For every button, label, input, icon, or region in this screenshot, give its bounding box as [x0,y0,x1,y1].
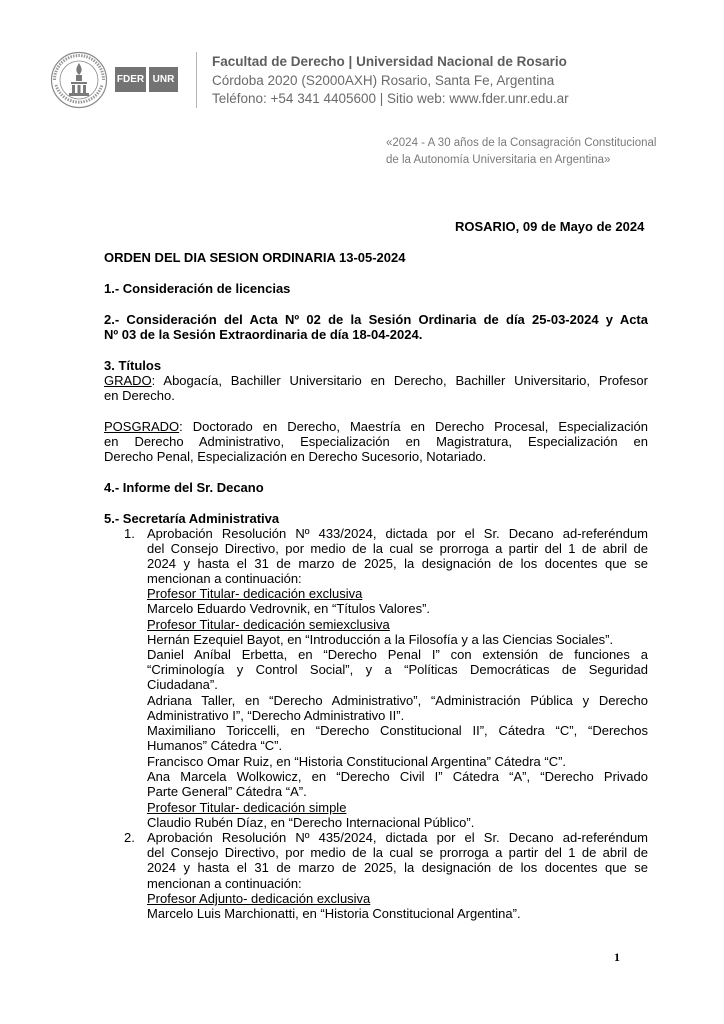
item-1-line-2: del Consejo Directivo, por medio de la cual se prorroga a partir del 1 de abril de [147,541,648,556]
fder-logo: FDER [115,67,146,92]
item-2-entry: Marcelo Luis Marchionatti, en “Historia Constitucional Argentina”. [147,906,521,921]
item-1-line-4: mencionan a continuación: [147,571,302,586]
grado-text: : Abogacía, Bachiller Universitario en Derecho, Bachiller Universitario, Profesor [151,373,648,388]
grado-line-2: en Derecho. [104,388,175,403]
section-2-line-1: 2.- Consideración del Acta Nº 02 de la Sesión Ordinaria de día 25-03-2024 y Acta [104,312,648,327]
item-2-line-2: del Consejo Directivo, por medio de la cual se prorroga a partir del 1 de abril de [147,845,648,860]
section-1-heading: 1.- Consideración de licencias [104,281,291,296]
item-1-category-1: Profesor Titular- dedicación exclusiva [147,586,363,601]
section-5-heading: 5.- Secretaría Administrativa [104,511,280,526]
item-1-number: 1. [124,526,135,541]
item-1-category-3: Profesor Titular- dedicación simple [147,800,347,815]
item-1-entry: Ciudadana”. [147,677,218,692]
item-1-entry: Administrativo I”, “Derecho Administrativo II”. [147,708,405,723]
posgrado-line-1 [104,419,648,434]
posgrado-text: : Doctorado en Derecho, Maestría en Derecho Procesal, Especialización [179,419,648,434]
item-1-entry: Claudio Rubén Díaz, en “Derecho Internacional Público”. [147,815,475,830]
item-2-line-3: 2024 y hasta el 31 de marzo de 2025, la designación de los docentes que se [147,860,648,875]
item-1-line-1: Aprobación Resolución Nº 433/2024, dictada por el Sr. Decano ad-referéndum [147,526,648,541]
institution-name: Facultad de Derecho | Universidad Nacional de Rosario [212,54,567,69]
item-1-entry: Marcelo Eduardo Vedrovnik, en “Títulos Valores”. [147,601,431,616]
page-number: 1 [614,950,620,964]
item-2-number: 2. [124,830,135,845]
item-1-entry: Maximiliano Toriccelli, en “Derecho Constitucional II”, Cátedra “C”, “Derechos [147,723,648,738]
item-1-entry: Adriana Taller, en “Derecho Administrativo”, “Administración Pública y Derecho [147,693,648,708]
document-date: ROSARIO, 09 de Mayo de 2024 [455,219,645,234]
motto-line-1: «2024 - A 30 años de la Consagración Constitucional [386,137,657,149]
institution-contact: Teléfono: +54 341 4405600 | Sitio web: www.fder.unr.edu.ar [212,91,569,106]
item-2-line-1: Aprobación Resolución Nº 435/2024, dictada por el Sr. Decano ad-referéndum [147,830,648,845]
header-divider [196,52,197,108]
section-4-heading: 4.- Informe del Sr. Decano [104,480,264,495]
item-1-line-3: 2024 y hasta el 31 de marzo de 2025, la designación de los docentes que se [147,556,648,571]
item-1-entry: “Criminología y Control Social”, y a “Políticas Democráticas de Seguridad [147,662,648,677]
item-1-entry: Daniel Aníbal Erbetta, en “Derecho Penal I” con extensión de funciones a [147,647,648,662]
motto-line-2: de la Autonomía Universitaria en Argentina» [386,154,611,166]
unr-logo: UNR [149,67,178,92]
item-1-entry: Parte General” Cátedra “A”. [147,784,307,799]
item-1-entry: Humanos” Cátedra “C”. [147,738,283,753]
item-2-line-4: mencionan a continuación: [147,876,302,891]
item-1-category-2: Profesor Titular- dedicación semiexclusiva [147,617,390,632]
item-1-entry: Hernán Ezequiel Bayot, en “Introducción a la Filosofía y a las Ciencias Sociales”. [147,632,614,647]
posgrado-line-2: en Derecho Administrativo, Especialización en Magistratura, Especialización en [104,434,648,449]
institution-address: Córdoba 2020 (S2000AXH) Rosario, Santa Fe, Argentina [212,73,555,88]
posgrado-label: POSGRADO [104,419,180,434]
grado-line-1 [104,373,648,388]
item-2-category-1: Profesor Adjunto- dedicación exclusiva [147,891,371,906]
item-1-entry: Ana Marcela Wolkowicz, en “Derecho Civil I” Cátedra “A”, “Derecho Privado [147,769,648,784]
university-seal-logo [50,51,108,109]
section-3-heading: 3. Títulos [104,358,162,373]
section-2-line-2: Nº 03 de la Sesión Extraordinaria de día 18-04-2024. [104,327,423,342]
grado-label: GRADO [104,373,152,388]
document-title: ORDEN DEL DIA SESION ORDINARIA 13-05-2024 [104,250,406,265]
posgrado-line-3: Derecho Penal, Especialización en Derecho Sucesorio, Notariado. [104,449,487,464]
item-1-entry: Francisco Omar Ruiz, en “Historia Constitucional Argentina” Cátedra “C”. [147,754,567,769]
